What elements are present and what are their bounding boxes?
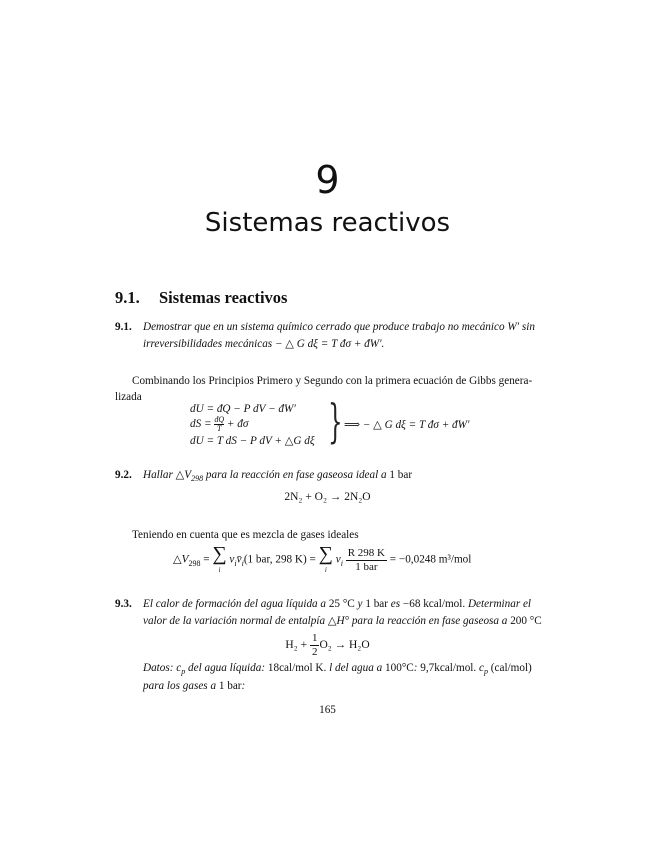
text: para los gases a — [143, 680, 219, 692]
fraction-numerator: 1 — [311, 632, 318, 644]
text: c — [476, 662, 484, 674]
volume-equation — [173, 544, 471, 576]
molar-volume: v̄ — [236, 553, 242, 566]
sum-index: i — [218, 566, 221, 574]
fraction-denominator: T — [217, 424, 222, 433]
text: del agua líquida: — [185, 662, 268, 674]
text: valor de la variación normal de entalpía △H° para la reacción en fase gaseosa a — [143, 615, 511, 627]
problem-9-1 — [115, 319, 545, 353]
sum-index: i — [324, 566, 327, 574]
subscript: i — [241, 558, 244, 568]
text: El calor de formación del agua líquida a — [143, 598, 329, 610]
arguments: (1 bar, 298 K) = — [243, 553, 319, 566]
problem-statement-line2 — [115, 613, 545, 630]
equation-3: dU = T dS − P dV + △G dξ — [190, 435, 315, 447]
lhs: △V — [173, 553, 189, 566]
section-number: 9.1. — [115, 288, 140, 307]
reaction-rhs: O₂ → H₂O — [319, 639, 370, 652]
value: 18cal/mol K. — [267, 662, 327, 674]
value: 1 bar — [218, 680, 242, 692]
eq2-fraction — [214, 416, 224, 433]
reaction-9-2: 2N₂ + O₂ → 2N₂O — [284, 491, 371, 503]
unit: 1 bar — [389, 469, 413, 481]
sigma: ∑ — [318, 543, 333, 565]
solution-9-2-intro: Teniendo en cuenta que es mezcla de gases ideales — [132, 529, 359, 541]
sigma: ∑ — [212, 543, 227, 565]
paragraph-line1: Combinando los Principios Primero y Segundo con la primera ecuación de Gibbs genera- — [132, 375, 533, 387]
subscript: 298 — [191, 474, 204, 484]
summation-icon — [212, 544, 226, 576]
subscript: p — [483, 667, 488, 677]
text: y — [354, 598, 366, 610]
problem-statement-line1: Demostrar que en un sistema químico cerrado que produce trabajo no mecánico W′ sin — [143, 321, 535, 333]
section-heading — [115, 287, 287, 309]
problem-number: 9.2. — [115, 469, 132, 481]
value: 200 °C — [510, 615, 542, 627]
subscript: i — [340, 558, 343, 568]
text: : — [413, 662, 421, 674]
problem-9-3 — [115, 596, 545, 630]
solution-paragraph — [115, 373, 547, 389]
page-number: 165 — [319, 704, 336, 716]
equation-2 — [190, 416, 248, 433]
subscript: i — [234, 558, 237, 568]
datos-line1 — [143, 660, 548, 676]
value: 100°C — [385, 662, 414, 674]
equation-1: dU = đQ − P dV − đW′ — [190, 403, 296, 415]
implication-result: ⟹ − △ G dξ = T đσ + đW′ — [344, 419, 470, 431]
right-brace-icon: } — [328, 394, 343, 448]
statement-part: Hallar △V — [143, 469, 192, 481]
value: 1 bar — [365, 598, 388, 610]
fraction — [346, 547, 387, 574]
text: es — [388, 598, 403, 610]
value: (cal/mol) — [487, 662, 532, 674]
problem-statement-line1 — [115, 596, 545, 613]
text: Determinar el — [465, 598, 532, 610]
problem-9-2 — [115, 467, 545, 484]
subscript: p — [181, 667, 186, 677]
equals: = — [200, 553, 213, 566]
problem-statement — [115, 467, 545, 484]
nu: ν — [229, 553, 235, 566]
eq2-lhs: dS = — [190, 418, 215, 431]
statement-part: para la reacción en fase gaseosa ideal a — [203, 469, 390, 481]
subscript: 298 — [188, 558, 201, 568]
value: −68 kcal/mol. — [402, 598, 466, 610]
problem-number: 9.3. — [115, 598, 132, 610]
paragraph-line2: lizada — [115, 391, 142, 403]
result: = −0,0248 m³/mol — [387, 553, 472, 566]
eq2-rhs: + đσ — [224, 418, 249, 431]
fraction-denominator: 2 — [311, 646, 318, 658]
text: : — [241, 680, 246, 692]
fraction-denominator: 1 bar — [355, 560, 378, 573]
fraction-numerator: đQ — [214, 415, 225, 424]
section-title: Sistemas reactivos — [159, 288, 288, 307]
problem-statement-line2: irreversibilidades mecánicas − △ G dξ = T đσ + đW′. — [143, 338, 385, 350]
problem-number: 9.1. — [115, 321, 132, 333]
chapter-title: Sistemas reactivos — [204, 208, 451, 238]
text: l del agua a — [326, 662, 386, 674]
reaction-9-3 — [0, 632, 655, 659]
reaction-lhs: H₂ + — [285, 639, 310, 652]
fraction-numerator: R 298 K — [347, 546, 385, 559]
nu: ν — [335, 553, 341, 566]
value: 25 °C — [328, 598, 355, 610]
datos-line2 — [143, 678, 548, 694]
fraction — [310, 632, 320, 659]
text: Datos: c — [143, 662, 182, 674]
summation-icon — [319, 544, 333, 576]
value: 9,7kcal/mol. — [420, 662, 477, 674]
chapter-number: 9 — [315, 158, 340, 202]
